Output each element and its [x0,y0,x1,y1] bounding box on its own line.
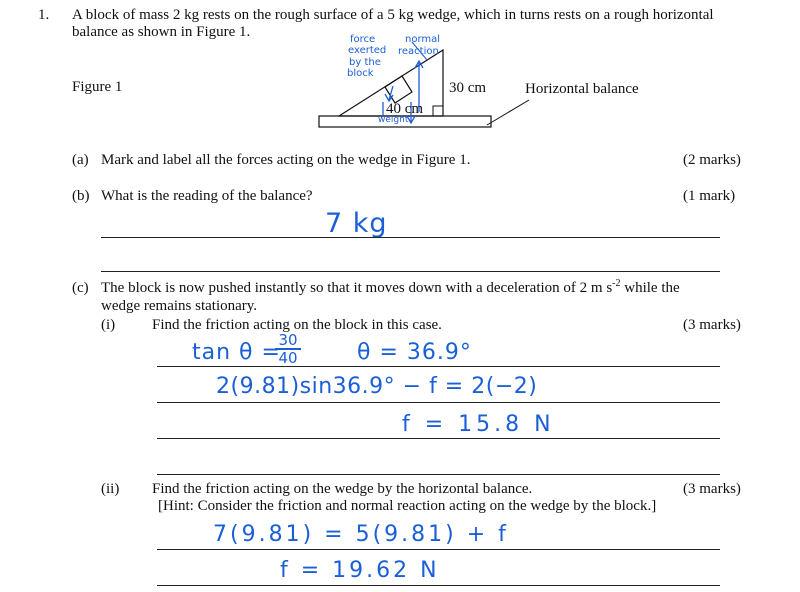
annotation-by-the: by the [349,57,381,68]
part-c-i-marks: (3 marks) [683,317,741,333]
part-c-text-pre: The block is now pushed instantly so that it moves down with a deceleration of 2 m s [101,280,613,296]
question-intro-line1: A block of mass 2 kg rests on the rough surface of a 5 kg wedge, which in turns rests on a rough horizontal [72,7,714,23]
part-c-text-line2: wedge remains stationary. [101,298,258,314]
part-c-ii-equation: 7(9.81) = 5(9.81) + f [213,522,509,547]
height-label: 30 cm [449,80,487,96]
question-number: 1. [38,7,50,23]
annotation-weight: weight [378,115,409,125]
part-c-i-result: f = 15.8 N [402,412,555,437]
part-c-i-equation: 2(9.81)sin36.9° − f = 2(−2) [216,374,538,399]
part-b-text: What is the reading of the balance? [101,188,313,204]
part-c-ii-result: f = 19.62 N [280,558,440,583]
part-c-ii-label: (ii) [101,481,120,497]
answer-line [101,237,720,238]
part-a-label: (a) [72,152,89,168]
annotation-exerted: exerted [348,45,387,56]
figure-label: Figure 1 [72,79,123,95]
part-c-label: (c) [72,280,89,296]
part-b-marks: (1 mark) [683,188,736,204]
answer-line [157,585,720,586]
part-a-marks: (2 marks) [683,152,741,168]
part-c-i-tan: tan θ = [192,340,281,365]
part-c-ii-marks: (3 marks) [683,481,741,497]
answer-line [157,474,720,475]
part-c-text-sup: -2 [612,278,621,289]
part-c-text-post: while the [620,280,680,296]
fraction-numerator: 30 [278,331,298,349]
part-a-text: Mark and label all the forces acting on the wedge in Figure 1. [101,152,471,168]
annotation-reaction: reaction [398,46,439,57]
question-intro-line2: balance as shown in Figure 1. [72,24,251,40]
fraction-denominator: 40 [278,349,298,367]
part-c-i-label: (i) [101,317,116,333]
answer-line [157,366,720,367]
answer-line [157,402,720,403]
annotation-normal: normal [405,34,441,45]
part-c-i-text: Find the friction acting on the block in this case. [152,317,442,333]
annotation-force: force [350,34,376,45]
part-c-ii-hint: [Hint: Consider the friction and normal reaction acting on the wedge by the block.] [158,498,657,514]
part-c-i-theta: θ = 36.9° [357,340,472,365]
answer-line [157,549,720,550]
answer-line [157,438,720,439]
annotation-block: block [347,68,374,79]
part-c-text-line1 [101,279,756,297]
part-c-ii-text: Find the friction acting on the wedge by the horizontal balance. [152,481,533,497]
balance-label: Horizontal balance [525,81,639,97]
part-c-i-fraction [275,333,301,365]
answer-line [101,271,720,272]
part-b-label: (b) [72,188,90,204]
part-b-answer: 7 kg [325,208,388,239]
base-label: 40 cm [386,101,424,117]
